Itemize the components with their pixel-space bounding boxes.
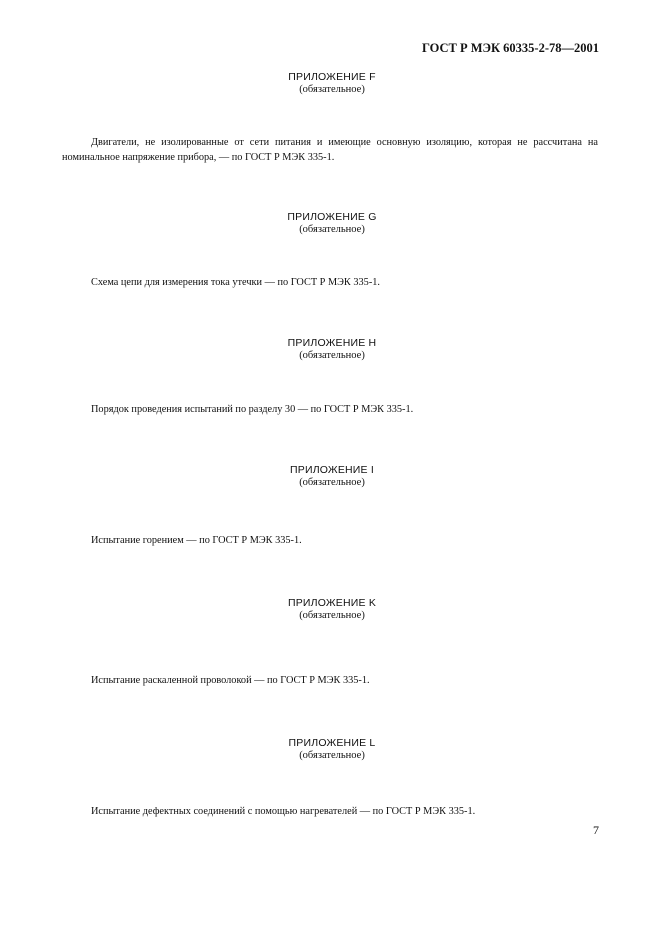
annex-title: ПРИЛОЖЕНИЕ H xyxy=(287,337,377,349)
annex-i-heading xyxy=(0,464,661,488)
annex-title: ПРИЛОЖЕНИЕ I xyxy=(290,464,374,476)
annex-h-heading xyxy=(0,337,661,361)
annex-status: (обязательное) xyxy=(299,224,365,235)
annex-g-heading xyxy=(0,211,661,235)
annex-title: ПРИЛОЖЕНИЕ F xyxy=(288,71,376,83)
annex-k-heading xyxy=(0,597,661,621)
annex-k-text: Испытание раскаленной проволокой — по ГОСТ Р МЭК 335-1. xyxy=(91,675,370,686)
annex-status: (обязательное) xyxy=(299,750,365,761)
annex-g-text: Схема цепи для измерения тока утечки — по ГОСТ Р МЭК 335-1. xyxy=(91,277,380,288)
annex-status: (обязательное) xyxy=(299,84,365,95)
annex-status: (обязательное) xyxy=(299,477,365,488)
annex-l-heading xyxy=(0,737,661,761)
annex-status: (обязательное) xyxy=(299,610,365,621)
page-number: 7 xyxy=(593,823,599,837)
annex-i-text: Испытание горением — по ГОСТ Р МЭК 335-1. xyxy=(91,535,302,546)
annex-title: ПРИЛОЖЕНИЕ G xyxy=(287,211,377,223)
annex-f-heading xyxy=(0,71,661,95)
annex-h-text: Порядок проведения испытаний по разделу 30 — по ГОСТ Р МЭК 335-1. xyxy=(91,404,414,415)
document-id: ГОСТ Р МЭК 60335-2-78—2001 xyxy=(421,41,599,55)
annex-title: ПРИЛОЖЕНИЕ K xyxy=(287,597,377,609)
annex-status: (обязательное) xyxy=(299,350,365,361)
annex-f-text: Двигатели, не изолированные от сети питания и имеющие основную изоляцию, которая не рассчитана на номинальное напряжение прибора, — по ГОСТ Р МЭК 335-1. xyxy=(62,137,598,163)
annex-title: ПРИЛОЖЕНИЕ L xyxy=(288,737,376,749)
annex-l-text: Испытание дефектных соединений с помощью нагревателей — по ГОСТ Р МЭК 335-1. xyxy=(91,806,476,817)
